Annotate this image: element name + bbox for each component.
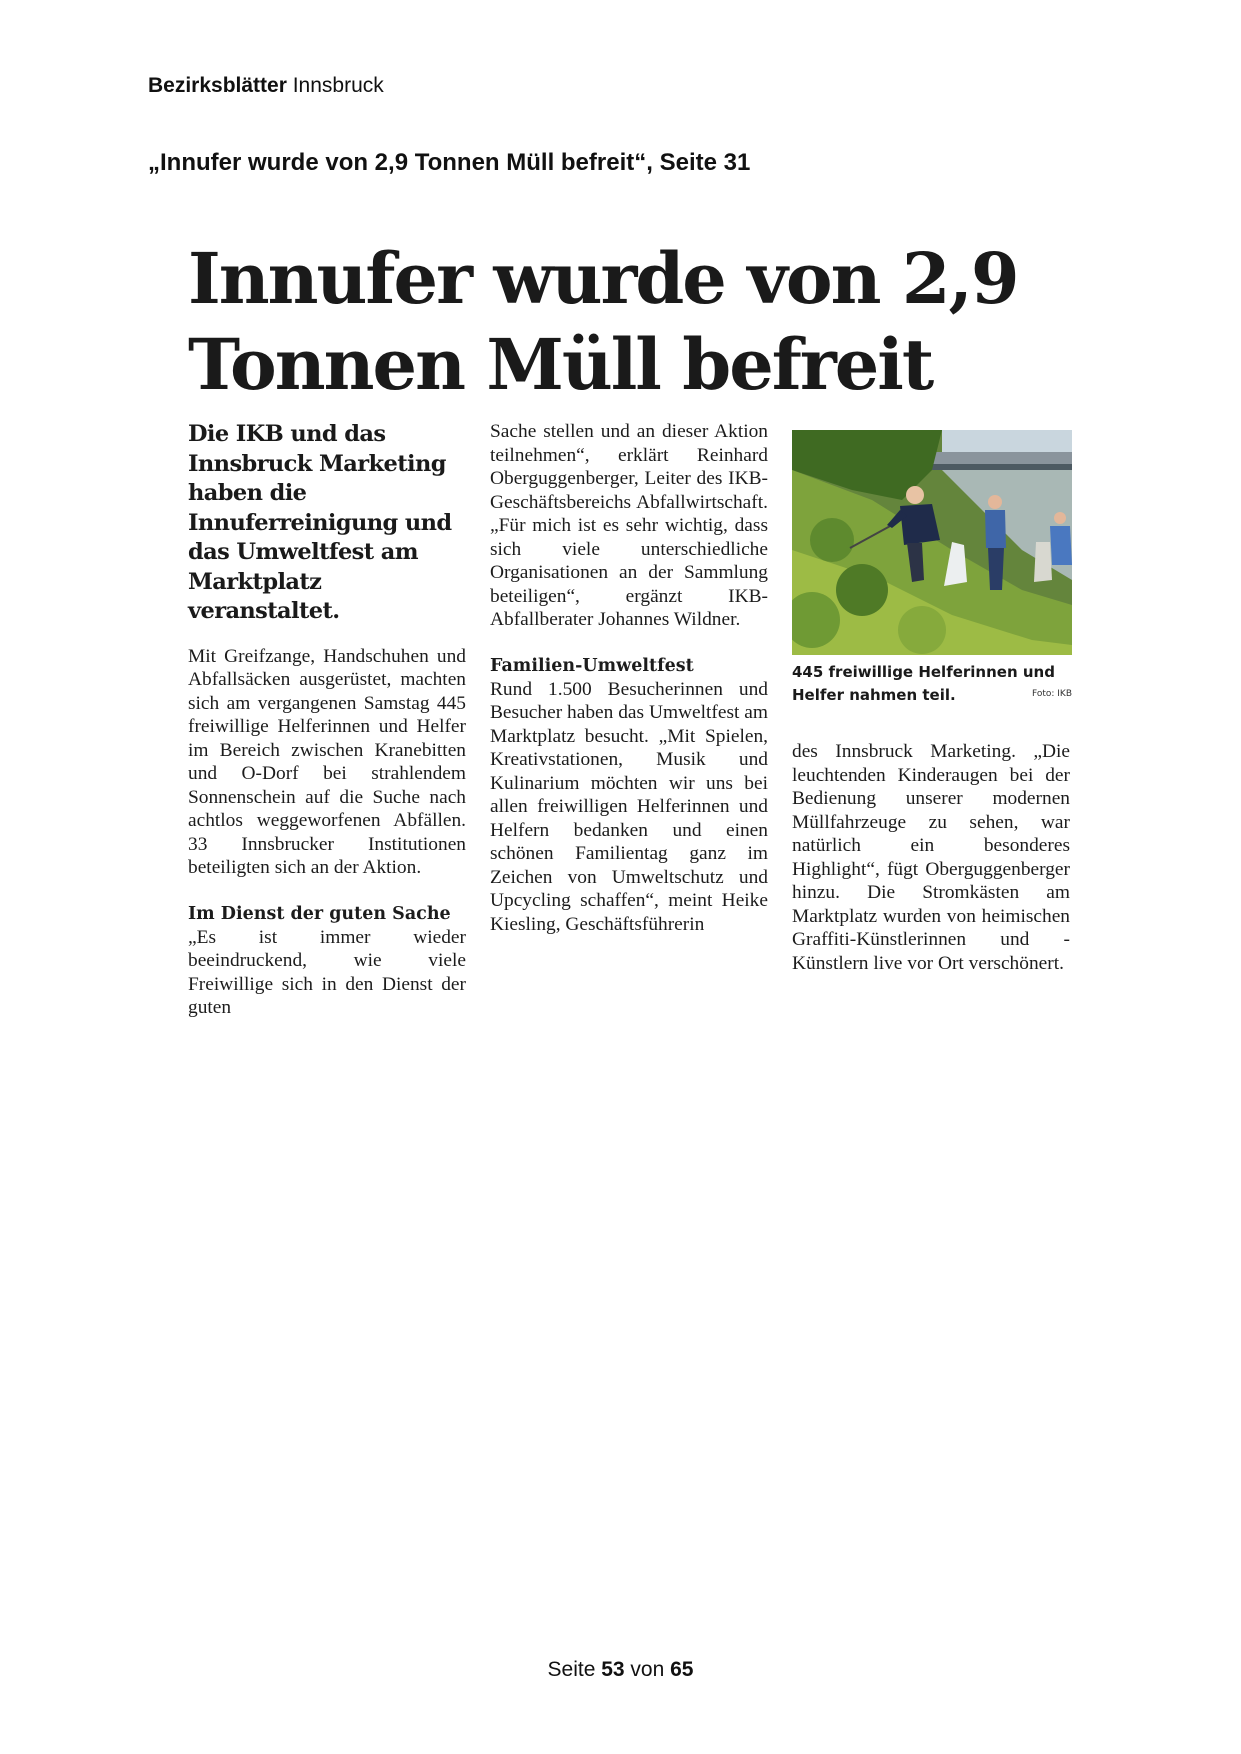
photo-caption: 445 freiwillige Helferinnen und Helfer nahmen teil.: [792, 663, 1055, 704]
article-reference: „Innufer wurde von 2,9 Tonnen Müll befreit“, Seite 31: [148, 149, 751, 176]
page-number-total: 65: [670, 1658, 694, 1681]
photo-credit: Foto: IKB: [1031, 689, 1072, 699]
article-paragraph: Rund 1.500 Besucherinnen und Besucher haben das Umweltfest am Marktplatz besucht. „Mit Spielen, Kreativstationen, Musik und Kulinarium möchten wir uns bei allen freiwilligen Helferinnen und Helfern bedanken und einen schönen Familientag ganz im Zeichen von Umweltschutz und Upcycling schaffen“, meint Heike Kiesling, Geschäftsführerin: [490, 678, 768, 935]
page-number-separator: von: [624, 1658, 671, 1681]
page-number: [0, 1658, 1241, 1682]
article-column-3: [792, 740, 1070, 975]
publication-name-bold: Bezirksblätter: [148, 74, 287, 97]
article-photo: [792, 430, 1072, 655]
page-number-prefix: Seite: [547, 1658, 602, 1681]
article-subheading: Familien-Umweltfest: [490, 655, 694, 676]
article-paragraph: Sache stellen und an dieser Aktion teilnehmen“, erklärt Reinhard Oberguggenberger, Leiter des IKB-Geschäftsbereichs Abfallwirtschaft. „Für mich ist es sehr wichtig, dass sich viele unterschiedliche Organisationen an der Sammlung beteiligen“, ergänzt IKB-Abfallberater Johannes Wildner.: [490, 421, 768, 630]
article-column-1: [188, 420, 466, 1020]
publication-name-city: Innsbruck: [286, 74, 384, 97]
article-paragraph: des Innsbruck Marketing. „Die leuchtenden Kinderaugen bei der Bedienung unserer modernen Müllfahrzeuge zu sehen, war natürlich ein besonderes Highlight“, fügt Oberguggenberger hinzu. Die Stromkästen am Marktplatz wurden von heimischen Graffiti-Künstlerinnen und -Künstlern live vor Ort verschönert.: [792, 741, 1070, 974]
article-paragraph: Mit Greifzange, Handschuhen und Abfallsäcken ausgerüstet, machten sich am vergangenen Samstag 445 freiwillige Helferinnen und Helfer im Bereich zwischen Kranebitten und O-Dorf bei strahlendem Sonnenschein auf die Suche nach achtlos weggeworfenen Abfällen. 33 Innsbrucker Institutionen beteiligten sich an der Aktion.: [188, 645, 466, 878]
newspaper-clipping: [188, 236, 1072, 1018]
page-number-current: 53: [601, 1658, 625, 1681]
article-column-2: [490, 420, 768, 936]
article-lead: Die IKB und das Innsbruck Marketing haben die Innuferreinigung und das Umweltfest am Marktplatz veranstaltet.: [188, 421, 452, 624]
volunteers-collecting-litter-photo: [792, 430, 1072, 655]
article-subheading: Im Dienst der guten Sache: [188, 903, 451, 924]
article-paragraph: „Es ist immer wieder beeindruckend, wie viele Freiwillige sich in den Dienst der guten: [188, 926, 466, 1018]
article-headline: Innufer wurde von 2,9 Tonnen Müll befreit: [188, 237, 1018, 406]
publication-name: [148, 74, 384, 98]
